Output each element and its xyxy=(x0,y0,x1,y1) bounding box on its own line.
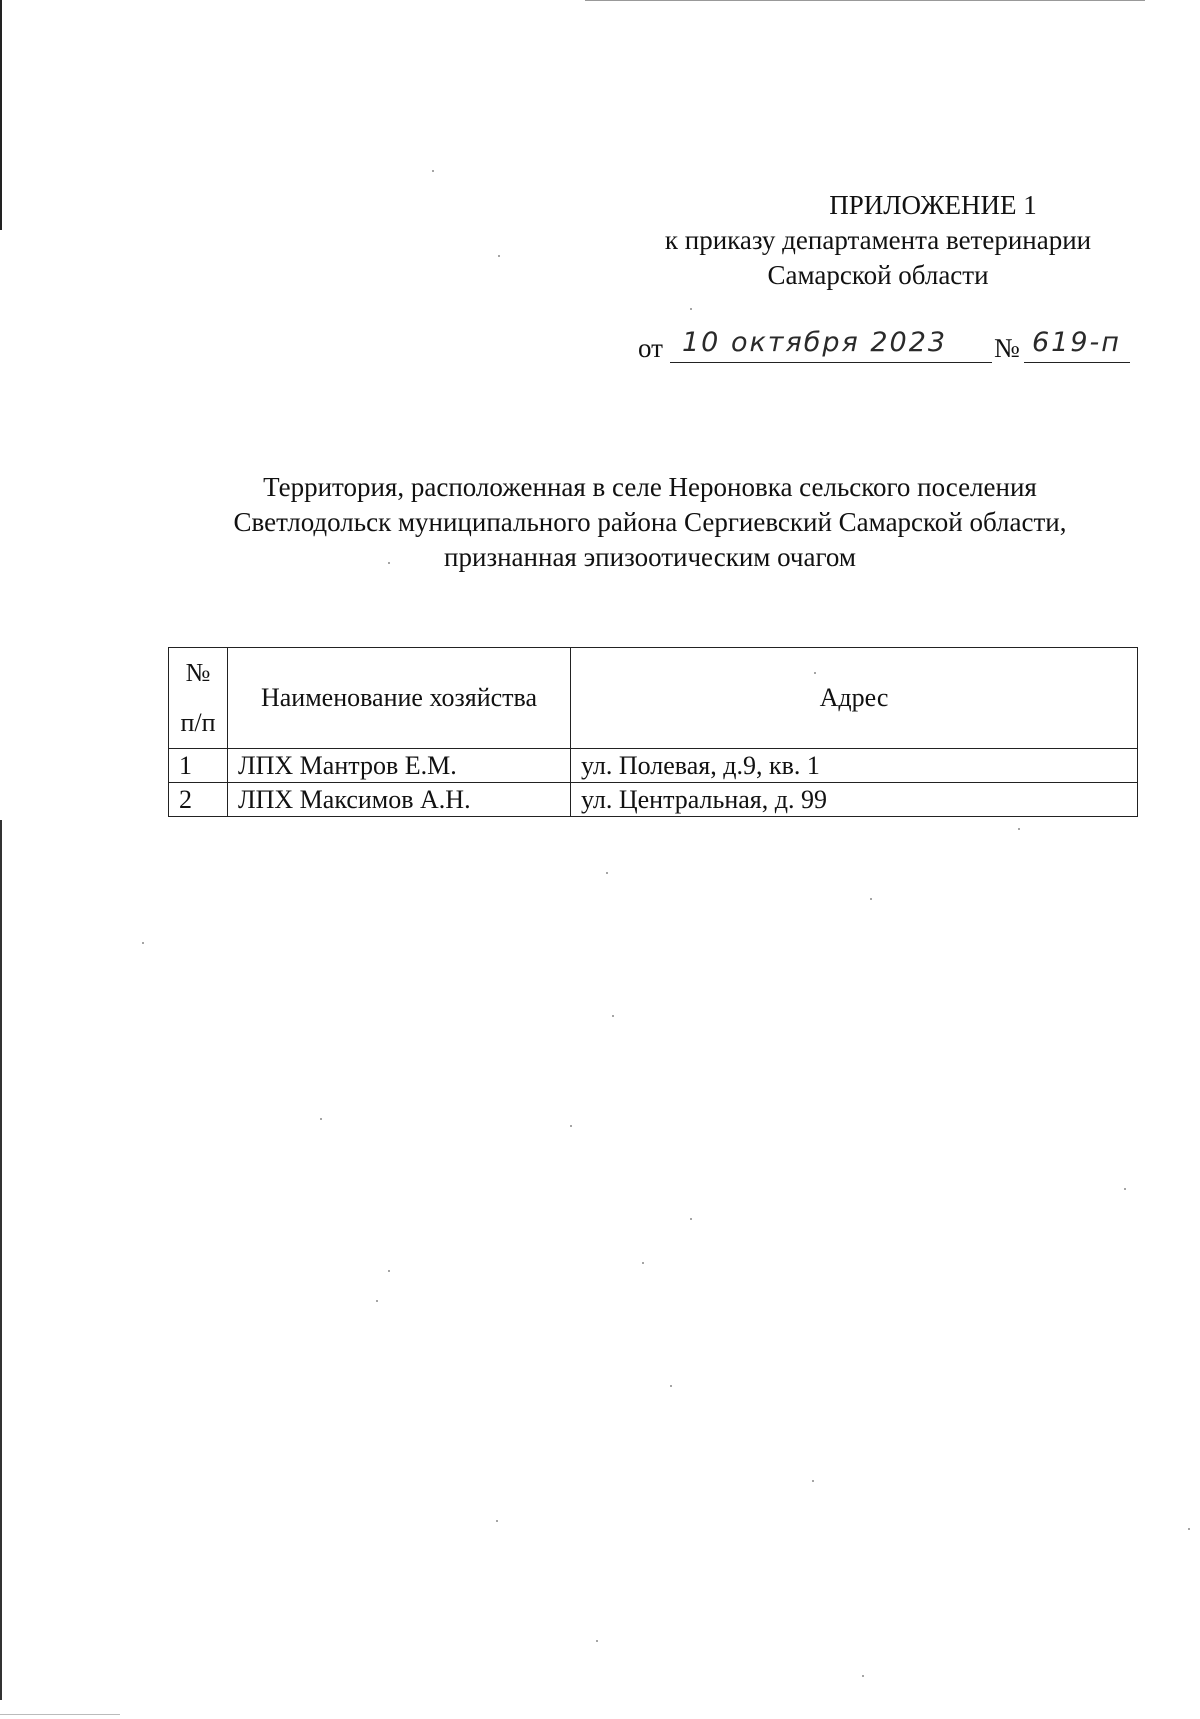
order-date-handwritten: 10 октября 2023 xyxy=(670,327,992,363)
row-farm-name: ЛПХ Максимов А.Н. xyxy=(228,783,571,817)
order-from-label: от xyxy=(638,333,663,363)
scan-speck xyxy=(596,1640,598,1642)
scan-speck xyxy=(690,308,692,310)
table-header-row xyxy=(169,648,1138,749)
document-title-line-2: Светлодольск муниципального района Сергиевский Самарской области, xyxy=(233,507,1067,537)
scan-bottom-artifact xyxy=(0,1714,120,1715)
scan-speck xyxy=(670,1385,672,1387)
scan-speck xyxy=(432,170,434,172)
scan-speck xyxy=(612,1015,614,1017)
scan-top-artifact xyxy=(585,0,1145,1)
scan-speck xyxy=(870,898,872,900)
scan-speck xyxy=(642,1262,644,1264)
scan-speck xyxy=(142,942,144,944)
scan-speck xyxy=(814,672,816,674)
scan-speck xyxy=(862,1675,864,1677)
scan-speck xyxy=(498,255,500,257)
scan-speck xyxy=(812,1480,814,1482)
scan-speck xyxy=(690,1218,692,1220)
row-number: 1 xyxy=(169,749,228,783)
scan-speck xyxy=(1124,1188,1126,1190)
appendix-region-line: Самарской области xyxy=(767,260,989,290)
scan-speck xyxy=(388,1270,390,1272)
row-farm-name: ЛПХ Мантров Е.М. xyxy=(228,749,571,783)
row-address: ул. Центральная, д. 99 xyxy=(571,783,1138,817)
scan-speck xyxy=(570,1125,572,1127)
scan-speck xyxy=(1018,828,1020,830)
scan-speck xyxy=(388,562,390,564)
header-address: Адрес xyxy=(571,648,1138,749)
header-number xyxy=(169,648,228,749)
document-title-line-1: Территория, расположенная в селе Нероновка сельского поселения xyxy=(263,472,1037,502)
appendix-subtitle-line: к приказу департамента ветеринарии xyxy=(664,225,1092,255)
scan-speck xyxy=(320,1118,322,1120)
row-address: ул. Полевая, д.9, кв. 1 xyxy=(571,749,1138,783)
order-number-label: № xyxy=(994,333,1020,363)
order-number-handwritten: 619-п xyxy=(1024,327,1130,363)
document-title-line-3: признанная эпизоотическим очагом xyxy=(444,542,856,572)
farms-table xyxy=(168,647,1138,817)
header-number-sign: № xyxy=(185,658,211,687)
table-row xyxy=(169,749,1138,783)
scan-speck xyxy=(376,1300,378,1302)
appendix-header xyxy=(628,188,1128,293)
scan-edge-artifact xyxy=(0,0,2,1719)
document-title xyxy=(150,470,1150,575)
scan-speck xyxy=(606,872,608,874)
scan-speck xyxy=(1188,1528,1190,1530)
table-row xyxy=(169,783,1138,817)
header-number-pp: п/п xyxy=(180,708,216,737)
order-reference xyxy=(638,327,1128,373)
appendix-title: ПРИЛОЖЕНИЕ 1 xyxy=(829,190,1037,220)
scan-speck xyxy=(496,1520,498,1522)
header-farm-name: Наименование хозяйства xyxy=(228,648,571,749)
row-number: 2 xyxy=(169,783,228,817)
